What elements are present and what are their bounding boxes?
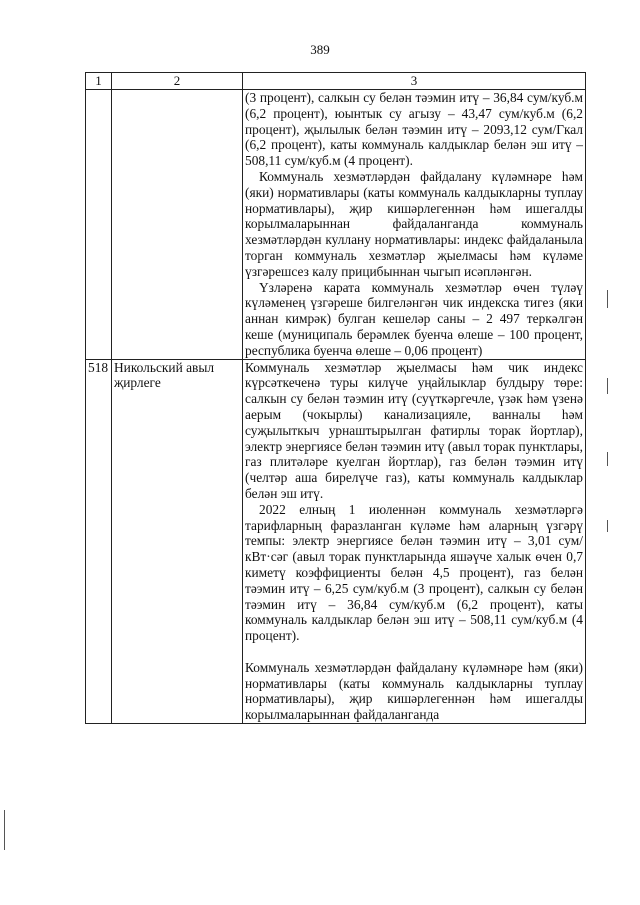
description-paragraph: Коммуналь хезмәтләр җыелмасы һәм чик индекс күрсәткеченә туры килүче уңайлыклар булдыру төре: салкын су белән тәэмин итү (суүткәргечле, үзәк һәм үзенә аерым (чокырлы) канализацияле, ванналы һәм суҗылыткыч урнаштырылган фатирлы торак йортлар), электр энергиясе белән тәэмин итү (авыл торак пунктлары, газ плитәләре куелган йортлар), газ белән тәэмин итү (челтәр аша бирелүче газ), каты коммуналь калдыклар белән эш итү. xyxy=(245,359,583,501)
description-paragraph: Коммуналь хезмәтләрдән файдалану күләмнәре һәм (яки) нормативлары (каты коммуналь калдыкларны туплау нормативлары), җир кишәрлегеннән һәм ишегалды корылмаларыннан файдаланганда коммуналь хезмәтләрдән куллану нормативлары: индекс файдаланыла торган коммуналь хезмәтләр җыелмасы һәм күләме үзгәрешсез калу прицибыннан чыгып исәпләнгән. xyxy=(245,168,583,279)
paragraph-gap xyxy=(245,644,583,660)
table-header-row xyxy=(86,73,586,90)
description-paragraph: 2022 елның 1 июленнән коммуналь хезмәтләргә тарифларның фаразланган күләме һәм аларның үзгәрү темпы: электр энергиясе белән тәэмин итү – 3,01 сум/кВт·сәг (авыл торак пунктларында яшәүче халык өчен 0,7 киметү коэффициенты белән 4,5 процент), газ белән тәэмин итү – 6,25 сум/куб.м (3 процент), салкын су белән тәэмин итү – 36,84 сум/куб.м (6,2 процент), каты коммуналь калдыклар белән эш итү – 508,11 сум/куб.м (4 процент). xyxy=(245,501,583,644)
header-col-2: 2 xyxy=(112,73,243,90)
row-description xyxy=(243,90,586,360)
row-number: 518 xyxy=(86,359,112,724)
scan-artifact xyxy=(4,810,5,850)
settlement-name: Никольский авыл җирлеге xyxy=(112,359,243,724)
settlement-name xyxy=(112,90,243,360)
header-col-3: 3 xyxy=(243,73,586,90)
table-row xyxy=(86,359,586,724)
row-description xyxy=(243,359,586,724)
description-paragraph: (3 процент), салкын су белән тәэмин итү – 36,84 сум/куб.м (6,2 процент), юынтык су агызу – 43,47 сум/куб.м (6,2 процент), җылылык белән тәэмин итү – 2093,12 сум/Гкал (6,2 процент), каты коммуналь калдыклар белән эш итү – 508,11 сум/куб.м (4 процент). xyxy=(245,90,583,169)
description-paragraph: Коммуналь хезмәтләрдән файдалану күләмнәре һәм (яки) нормативлары (каты коммуналь калдыкларны туплау нормативлары), җир кишәрлегеннән һәм ишегалды корылмаларыннан файдаланганда xyxy=(245,659,583,723)
scan-artifact xyxy=(607,452,608,466)
scan-artifact xyxy=(607,520,608,532)
scan-artifact xyxy=(607,378,608,394)
page-number: 389 xyxy=(310,42,330,57)
row-number xyxy=(86,90,112,360)
tariff-table xyxy=(85,72,586,724)
header-col-1: 1 xyxy=(86,73,112,90)
description-paragraph: Үзләренә карата коммуналь хезмәтләр өчен түләү күләменең үзгәреше билгеләнгән чик индекска тигез (яки аннан кимрәк) булган кешеләр саны – 2 497 теркәлгән кеше (муниципаль берәмлек буенча өлеше – 100 процент, республика буенча өлеше – 0,06 процент) xyxy=(245,279,583,358)
table-row xyxy=(86,90,586,360)
scan-artifact xyxy=(607,290,608,308)
